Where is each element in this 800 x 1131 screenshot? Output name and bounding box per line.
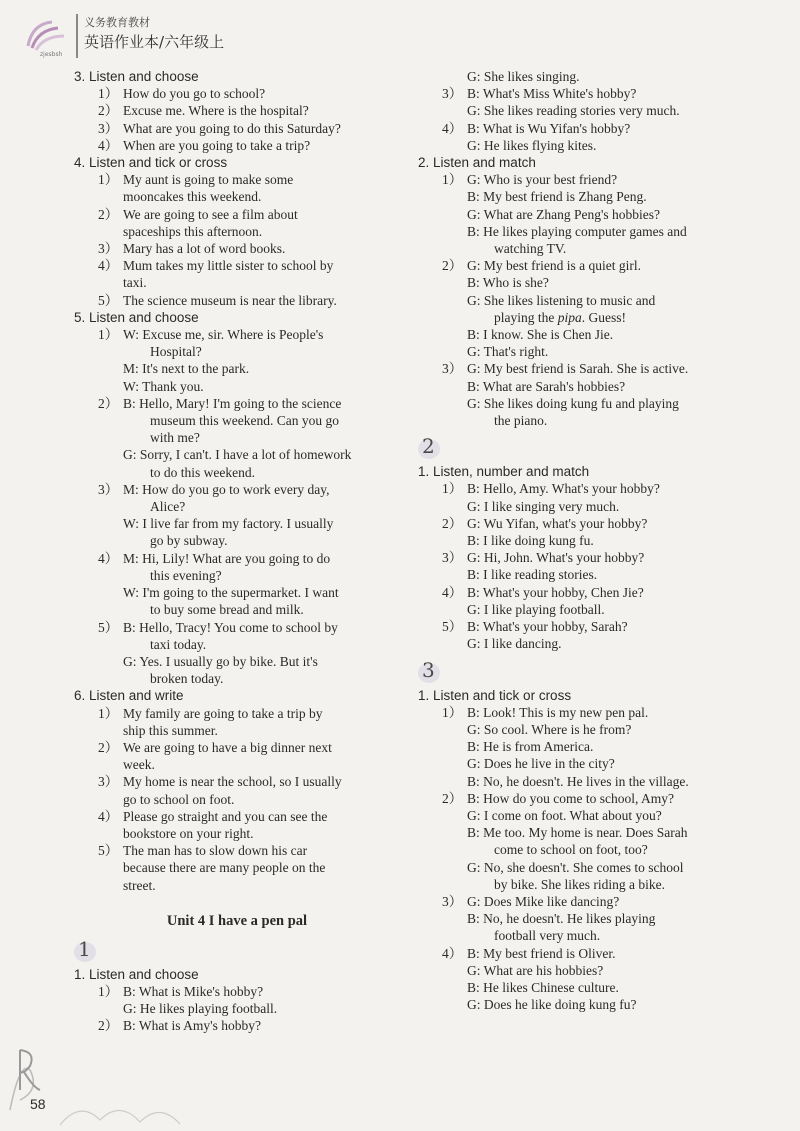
list-item (74, 739, 380, 773)
list-item (74, 808, 380, 842)
item-number: 2） (442, 258, 463, 274)
dialogue-line (418, 395, 724, 429)
lesson-number-text: 2 (422, 434, 435, 459)
text-line: museum this weekend. Can you go (150, 413, 339, 429)
text-line: G: He likes playing football. (123, 1001, 278, 1017)
dialogue-line (418, 601, 724, 618)
text-line: G: No, she doesn't. She comes to school (467, 859, 684, 875)
item-number: 2） (98, 103, 119, 119)
item-number: 1） (98, 983, 119, 999)
text-line: with me? (150, 430, 200, 446)
text-line: B: I like reading stories. (467, 567, 598, 583)
item-number: 4） (98, 258, 119, 274)
header-divider (76, 14, 78, 58)
text-line: G: So cool. Where is he from? (467, 721, 632, 737)
book-title: 英语作业本/六年级上 (84, 33, 225, 51)
item-number: 3） (98, 774, 119, 790)
text-line: B: Who is she? (467, 275, 549, 291)
text-line: bookstore on your right. (123, 825, 254, 841)
text-line: G: What are Zhang Peng's hobbies? (467, 206, 661, 222)
dialogue-line (74, 515, 380, 549)
list-item (418, 171, 724, 188)
text-line: Mum takes my little sister to school by (123, 258, 334, 274)
list-item (74, 705, 380, 739)
decorative-curls (0, 1030, 260, 1130)
list-item (418, 584, 724, 601)
list-item (74, 773, 380, 807)
text-line: The man has to slow down his car (123, 843, 308, 859)
list-item (74, 326, 380, 360)
text-line: G: What are his hobbies? (467, 962, 604, 978)
section-heading: 2. Listen and match (418, 155, 536, 171)
dialogue-line (418, 343, 724, 360)
text-line: W: Thank you. (123, 378, 204, 394)
list-item (418, 120, 724, 137)
item-number: 4） (442, 945, 463, 961)
text-line: My family are going to take a trip by (123, 705, 323, 721)
list-item (74, 842, 380, 894)
text-line: this evening? (150, 567, 222, 583)
item-number: 4） (98, 808, 119, 824)
text-line: B: My best friend is Zhang Peng. (467, 189, 647, 205)
item-number: 5） (98, 843, 119, 859)
right-column (418, 68, 724, 1013)
text-line: mooncakes this weekend. (123, 189, 262, 205)
item-number: 5） (98, 292, 119, 308)
text-line: M: Hi, Lily! What are you going to do (123, 550, 331, 566)
text-line: My aunt is going to make some (123, 172, 294, 188)
dialogue-line (418, 773, 724, 790)
page-number: 58 (30, 1096, 46, 1112)
list-item (418, 257, 724, 274)
text-line: B: He likes playing computer games and (467, 223, 687, 239)
dialogue-line (418, 378, 724, 395)
text-line: W: I'm going to the supermarket. I want (123, 585, 339, 601)
item-number: 1） (98, 705, 119, 721)
dialogue-line (418, 188, 724, 205)
text-line: watching TV. (494, 241, 567, 257)
section-heading: 1. Listen and tick or cross (418, 687, 572, 703)
list-item (74, 206, 380, 240)
dialogue-line (418, 68, 724, 85)
text-line: G: She likes listening to music and (467, 292, 656, 308)
item-number: 3） (442, 550, 463, 566)
item-number: 3） (98, 120, 119, 136)
svg-text:zjesbsh: zjesbsh (40, 51, 63, 58)
text-line: to do this weekend. (150, 464, 255, 480)
text-line: B: What is Amy's hobby? (123, 1018, 261, 1034)
text-line: How do you go to school? (123, 86, 266, 102)
text-line: G: I like playing football. (467, 601, 605, 617)
item-number: 1） (98, 327, 119, 343)
text-line: G: Who is your best friend? (467, 172, 618, 188)
list-item (74, 102, 380, 119)
text-line: G: He likes flying kites. (467, 137, 597, 153)
list-item (418, 618, 724, 635)
text-line: W: Excuse me, sir. Where is People's (123, 327, 324, 343)
text-line: Excuse me. Where is the hospital? (123, 103, 309, 119)
dialogue-line (74, 378, 380, 395)
text-line: B: Me too. My home is near. Does Sarah (467, 825, 688, 841)
item-number: 4） (98, 137, 119, 153)
list-item (74, 550, 380, 584)
text-line: G: Does Mike like dancing? (467, 893, 620, 909)
item-number: 1） (98, 172, 119, 188)
text-line: because there are many people on the (123, 860, 326, 876)
dialogue-line (418, 223, 724, 257)
dialogue-line (74, 446, 380, 480)
item-number: 2） (98, 395, 119, 411)
dialogue-line (74, 653, 380, 687)
text-line: G: She likes doing kung fu and playing (467, 395, 679, 411)
text-line: G: Does he live in the city? (467, 756, 615, 772)
list-item (74, 85, 380, 102)
text-line: B: Hello, Mary! I'm going to the science (123, 395, 342, 411)
dialogue-line (418, 326, 724, 343)
text-line: B: I like doing kung fu. (467, 533, 594, 549)
text-line: B: What's your hobby, Chen Jie? (467, 584, 644, 600)
text-line: spaceships this afternoon. (123, 223, 263, 239)
item-number: 1） (98, 86, 119, 102)
dialogue-line (418, 824, 724, 858)
item-number: 4） (442, 584, 463, 600)
lesson-number (422, 659, 444, 683)
lesson-number (78, 938, 100, 962)
dialogue-line (418, 807, 724, 824)
text-line: G: Wu Yifan, what's your hobby? (467, 515, 648, 531)
italic-word: pipa (557, 309, 582, 325)
dialogue-line (74, 584, 380, 618)
text-line: B: What are Sarah's hobbies? (467, 378, 626, 394)
dialogue-line (418, 721, 724, 738)
item-number: 2） (98, 206, 119, 222)
list-item (418, 360, 724, 377)
text-line: G: Does he like doing kung fu? (467, 997, 637, 1013)
text-line: street. (123, 877, 156, 893)
dialogue-line (418, 102, 724, 119)
list-item (74, 257, 380, 291)
item-number: 2） (442, 790, 463, 806)
item-number: 4） (98, 550, 119, 566)
text-line: broken today. (150, 671, 224, 687)
item-number: 5） (442, 619, 463, 635)
text-line: B: Look! This is my new pen pal. (467, 704, 649, 720)
list-item (418, 549, 724, 566)
text-line: Mary has a lot of word books. (123, 241, 286, 257)
publisher-logo (22, 16, 70, 58)
text-line: go to school on foot. (123, 791, 235, 807)
text-line: B: How do you come to school, Amy? (467, 790, 674, 806)
list-item (74, 240, 380, 257)
item-number: 4） (442, 120, 463, 136)
text-line: B: What is Wu Yifan's hobby? (467, 120, 631, 136)
list-item (418, 790, 724, 807)
list-item (74, 171, 380, 205)
text-line: G: My best friend is Sarah. She is active. (467, 361, 689, 377)
text-line: B: No, he doesn't. He likes playing (467, 911, 656, 927)
text-line: B: Hello, Amy. What's your hobby? (467, 481, 660, 497)
dialogue-line (418, 962, 724, 979)
dialogue-line (418, 532, 724, 549)
text-line: M: How do you go to work every day, (123, 481, 330, 497)
list-item (74, 137, 380, 154)
item-number: 1） (442, 481, 463, 497)
text-line: B: My best friend is Oliver. (467, 945, 616, 961)
list-item (74, 481, 380, 515)
item-number: 3） (442, 86, 463, 102)
text-line: to buy some bread and milk. (150, 602, 304, 618)
item-number: 1） (442, 172, 463, 188)
series-title: 义务教育教材 (84, 16, 150, 29)
text-line: football very much. (494, 928, 601, 944)
dialogue-line (418, 206, 724, 223)
text-line: W: I live far from my factory. I usually (123, 516, 334, 532)
text-line: The science museum is near the library. (123, 292, 337, 308)
item-number: 3） (442, 361, 463, 377)
dialogue-line (418, 292, 724, 326)
text-line: taxi today. (150, 636, 207, 652)
list-item (418, 480, 724, 497)
section-heading: 3. Listen and choose (74, 69, 199, 84)
lesson-number-text: 1 (78, 936, 91, 961)
list-item (74, 292, 380, 309)
text-line: B: Hello, Tracy! You come to school by (123, 619, 338, 635)
dialogue-line (418, 498, 724, 515)
text-line: B: What's Miss White's hobby? (467, 86, 637, 102)
dialogue-line (418, 859, 724, 893)
dialogue-line (418, 635, 724, 652)
list-item (74, 395, 380, 447)
dialogue-line (418, 274, 724, 291)
list-item (74, 983, 380, 1000)
text-line: B: He likes Chinese culture. (467, 979, 619, 995)
text-line: G: She likes singing. (467, 69, 580, 84)
text-line: G: Hi, John. What's your hobby? (467, 550, 645, 566)
item-number: 2） (98, 1018, 119, 1034)
section-heading: 5. Listen and choose (74, 309, 199, 325)
text-line: Please go straight and you can see the (123, 808, 328, 824)
list-item (74, 120, 380, 137)
text-line: G: Yes. I usually go by bike. But it's (123, 653, 318, 669)
dialogue-line (418, 738, 724, 755)
dialogue-line (74, 1000, 380, 1017)
dialogue-line (418, 996, 724, 1013)
text-line: My home is near the school, so I usually (123, 774, 342, 790)
section-heading: 4. Listen and tick or cross (74, 155, 228, 171)
text-line: Alice? (150, 499, 186, 515)
text-line: playing the pipa. Guess! (494, 309, 627, 325)
item-number: 1） (442, 704, 463, 720)
text-line: When are you going to take a trip? (123, 137, 311, 153)
text-line: G: I come on foot. What about you? (467, 807, 662, 823)
text-line: B: What's your hobby, Sarah? (467, 619, 628, 635)
list-item (74, 619, 380, 653)
list-item (418, 893, 724, 910)
text-line: taxi. (123, 275, 147, 291)
text-line: M: It's next to the park. (123, 361, 250, 377)
text-line: G: My best friend is a quiet girl. (467, 258, 641, 274)
text-line: We are going to see a film about (123, 206, 298, 222)
list-item (418, 515, 724, 532)
section-heading: 6. Listen and write (74, 688, 184, 704)
dialogue-line (74, 360, 380, 377)
text-line: G: I like singing very much. (467, 498, 620, 514)
lesson-number-text: 3 (422, 657, 435, 682)
dialogue-line (418, 566, 724, 583)
text-line: B: He is from America. (467, 739, 594, 755)
text-line: G: Sorry, I can't. I have a lot of homework (123, 447, 352, 463)
book-name: 英语作业本 (84, 33, 160, 51)
item-number: 2） (98, 739, 119, 755)
list-item (418, 704, 724, 721)
section-heading: 1. Listen, number and match (418, 464, 590, 480)
dialogue-line (418, 910, 724, 944)
text-line: B: I know. She is Chen Jie. (467, 327, 614, 343)
item-number: 3） (98, 241, 119, 257)
text-line: by bike. She likes riding a bike. (494, 876, 665, 892)
text-line: week. (123, 757, 155, 773)
section-heading: 1. Listen and choose (74, 966, 199, 982)
item-number: 5） (98, 619, 119, 635)
item-number: 3） (442, 893, 463, 909)
text-line: We are going to have a big dinner next (123, 739, 332, 755)
text-line: ship this summer. (123, 722, 218, 738)
text-line: G: I like dancing. (467, 636, 562, 652)
text-line: G: She likes reading stories very much. (467, 103, 680, 119)
text-line: G: That's right. (467, 344, 549, 360)
item-number: 3） (98, 481, 119, 497)
text-line: go by subway. (150, 533, 228, 549)
dialogue-line (418, 137, 724, 154)
dialogue-line (418, 755, 724, 772)
grade-label: 六年级上 (164, 33, 225, 51)
text-line: the piano. (494, 413, 548, 429)
item-number: 2） (442, 515, 463, 531)
list-item (418, 945, 724, 962)
dialogue-line (418, 979, 724, 996)
text-line: come to school on foot, too? (494, 842, 648, 858)
text-line: Hospital? (150, 344, 202, 360)
text-line: What are you going to do this Saturday? (123, 120, 341, 136)
text-line: B: No, he doesn't. He lives in the village. (467, 773, 689, 789)
unit-title: Unit 4 I have a pen pal (166, 912, 308, 929)
text-line: B: What is Mike's hobby? (123, 983, 264, 999)
list-item (418, 85, 724, 102)
lesson-number (422, 435, 444, 459)
left-column (74, 68, 380, 1035)
